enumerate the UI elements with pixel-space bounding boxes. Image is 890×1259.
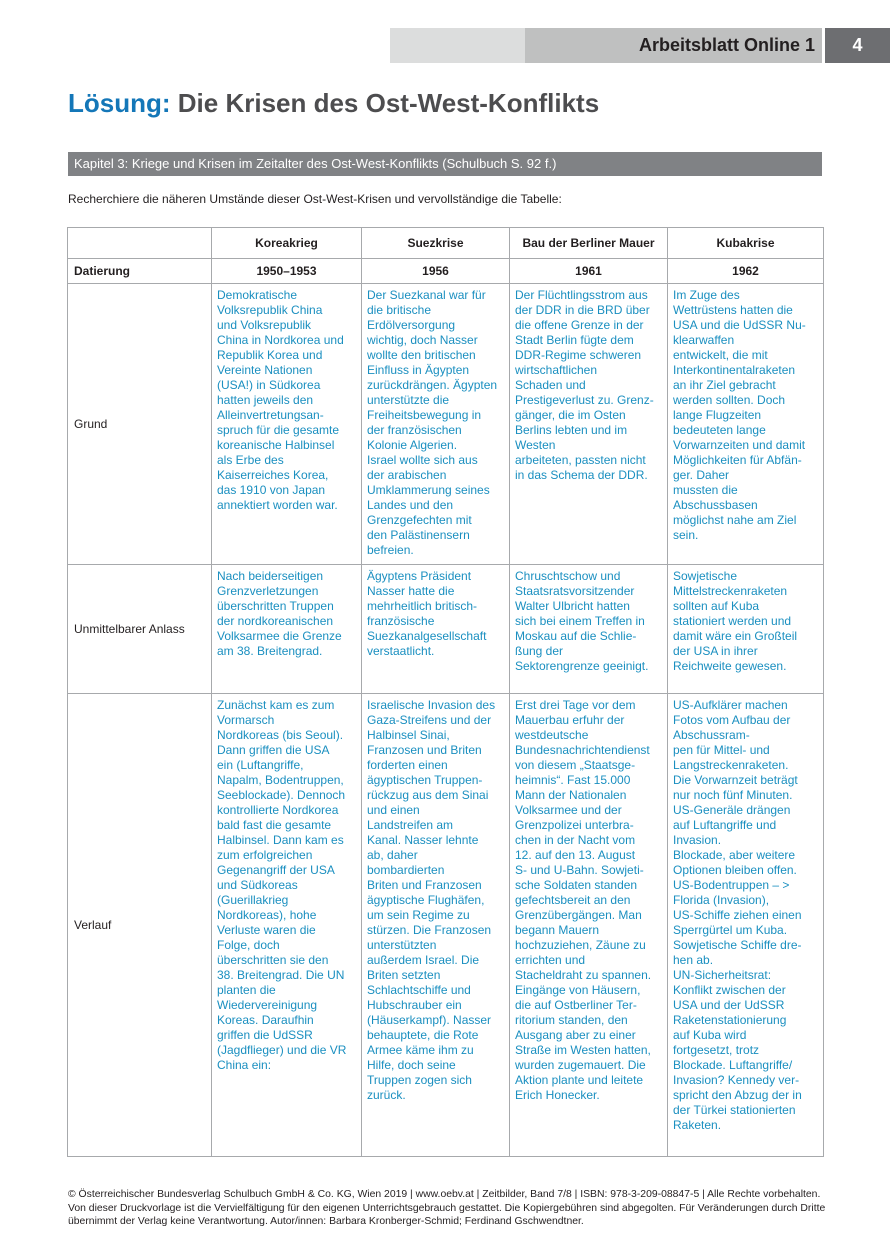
table-cell: 1962 xyxy=(668,259,824,284)
chapter-bar: Kapitel 3: Kriege und Krisen im Zeitalter des Ost-West-Konflikts (Schulbuch S. 92 f.) xyxy=(68,152,822,176)
corner-cell xyxy=(68,228,212,259)
crisis-table xyxy=(67,227,824,1157)
table-cell: Nach beiderseitigen Grenzverletzungen überschritten Truppen der nordkoreanischen Volksarmee die Grenze am 38. Breitengrad. xyxy=(212,565,362,694)
table-cell: Demokratische Volksrepublik China und Volksrepublik China in Nordkorea und Republik Korea und Vereinte Nationen (USA!) in Südkorea hatten jeweils den Alleinvertretungsan- spruch für die gesamte koreanische Halbinsel als Erbe des Kaiserreiches Korea, das 1910 von Japan annektiert worden war. xyxy=(212,284,362,565)
row-label: Grund xyxy=(68,284,212,565)
table-cell: US-Aufklärer machen Fotos vom Aufbau der Abschussram- pen für Mittel- und Langstreckenraketen. Die Vorwarnzeit beträgt nur noch fünf Minuten. US-Generäle drängen auf Luftangriffe und Invasion. Blockade, aber weitere Optionen bleiben offen. US-Bodentruppen – > Florida (Invasion), US-Schiffe ziehen einen Sperrgürtel um Kuba. Sowjetische Schiffe dre- hen ab. UN-Sicherheitsrat: Konflikt zwischen der USA und der UdSSR Raketenstationierung auf Kuba wird fortgesetzt, trotz Blockade. Luftangriffe/ Invasion? Kennedy ver- spricht den Abzug der in der Türkei stationierten Raketen. xyxy=(668,694,824,1157)
row-label: Verlauf xyxy=(68,694,212,1157)
table-cell: Ägyptens Präsident Nasser hatte die mehrheitlich britisch- französische Suezkanalgesellschaft verstaatlicht. xyxy=(362,565,510,694)
row-label: Datierung xyxy=(68,259,212,284)
table-row-verlauf xyxy=(68,694,824,1157)
copyright-footer: © Österreichischer Bundesverlag Schulbuch GmbH & Co. KG, Wien 2019 | www.oebv.at | Zeitbilder, Band 7/8 | ISBN: 978-3-209-08847-5 | Alle Rechte vorbehalten. Von dieser Druckvorlage ist die Vervielfältigung für den eigenen Unterrichtsgebrauch gestattet. Die Kopiergebühren sind abgegolten. Für Veränderungen durch Dritte übernimmt der Verlag keine Verantwortung. Autor/innen: Barbara Kronberger-Schmid; Ferdinand Gschwendtner. xyxy=(68,1189,826,1227)
table-cell: Im Zuge des Wettrüstens hatten die USA und die UdSSR Nu- klearwaffen entwickelt, die mit Interkontinentalraketen an ihr Ziel gebracht werden sollten. Doch lange Flugzeiten bedeuteten lange Vorwarnzeiten und damit Möglichkeiten für Abfän- ger. Daher mussten die Abschussbasen möglichst nahe am Ziel sein. xyxy=(668,284,824,565)
title-prefix: Lösung: xyxy=(68,88,171,118)
row-label: Unmittelbarer Anlass xyxy=(68,565,212,694)
table-cell: Der Flüchtlingsstrom aus der DDR in die BRD über die offene Grenze in der Stadt Berlin fügte dem DDR-Regime schweren wirtschaftlichen Schaden und Prestigeverlust zu. Grenz- gänger, die im Osten Berlins lebten und im Westen arbeiteten, passten nicht in das Schema der DDR. xyxy=(510,284,668,565)
table-cell: 1950–1953 xyxy=(212,259,362,284)
table-cell: 1961 xyxy=(510,259,668,284)
column-header: Kubakrise xyxy=(668,228,824,259)
page-number: 4 xyxy=(825,28,890,63)
column-header: Bau der Berliner Mauer xyxy=(510,228,668,259)
worksheet-label: Arbeitsblatt Online 1 xyxy=(638,35,815,55)
table-cell: Der Suezkanal war für die britische Erdölversorgung wichtig, doch Nasser wollte den britischen Einfluss in Ägypten zurückdrängen. Ägypten unterstützte die Freiheitsbewegung in der französischen Kolonie Algerien. Israel wollte sich aus der arabischen Umklammerung seines Landes und den Grenzgefechten mit den Palästinensern befreien. xyxy=(362,284,510,565)
table-row-datierung xyxy=(68,259,824,284)
table-cell: Erst drei Tage vor dem Mauerbau erfuhr der westdeutsche Bundesnachrichtendienst von diesem „Staatsge- heimnis“. Fast 15.000 Mann der Nationalen Volksarmee und der Grenzpolizei unterbra- chen in der Nacht vom 12. auf den 13. August S- und U-Bahn. Sowjeti- sche Soldaten standen gefechtsbereit an den Grenzübergängen. Man begann Mauern hochzuziehen, Zäune zu errichten und Stacheldraht zu spannen. Eingänge von Häusern, die auf Ostberliner Ter- ritorium standen, den Ausgang aber zu einer Straße im Westen hatten, wurden zugemauert. Die Aktion plante und leitete Erich Honecker. xyxy=(510,694,668,1157)
table-row-anlass xyxy=(68,565,824,694)
header-bar-light xyxy=(390,28,525,63)
column-header: Suezkrise xyxy=(362,228,510,259)
table-cell: Zunächst kam es zum Vormarsch Nordkoreas (bis Seoul). Dann griffen die USA ein (Luftangriffe, Napalm, Bodentruppen, Seeblockade). Dennoch kontrollierte Nordkorea bald fast die gesamte Halbinsel. Dann kam es zum erfolgreichen Gegenangriff der USA und Südkoreas (Guerillakrieg Nordkoreas), hohe Verluste waren die Folge, doch überschritten sie den 38. Breitengrad. Die UN planten die Wiedervereinigung Koreas. Daraufhin griffen die UdSSR (Jagdflieger) und die VR China ein: xyxy=(212,694,362,1157)
instruction-text: Recherchiere die näheren Umstände dieser Ost-West-Krisen und vervollständige die Tabelle: xyxy=(68,192,562,206)
table-cell: 1956 xyxy=(362,259,510,284)
table-row-grund xyxy=(68,284,824,565)
page-title xyxy=(68,88,599,119)
title-text: Die Krisen des Ost-West-Konflikts xyxy=(177,88,600,118)
column-header: Koreakrieg xyxy=(212,228,362,259)
table-cell: Sowjetische Mittelstreckenraketen sollten auf Kuba stationiert werden und damit wäre ein Großteil der USA in ihrer Reichweite gewesen. xyxy=(668,565,824,694)
table-cell: Chruschtschow und Staatsratsvorsitzender Walter Ulbricht hatten sich bei einem Treffen in Moskau auf die Schlie- ßung der Sektorengrenze geeinigt. xyxy=(510,565,668,694)
table-cell: Israelische Invasion des Gaza-Streifens und der Halbinsel Sinai, Franzosen und Briten forderten einen ägyptischen Truppen- rückzug aus dem Sinai und einen Landstreifen am Kanal. Nasser lehnte ab, daher bombardierten Briten und Franzosen ägyptische Flughäfen, um sein Regime zu stürzen. Die Franzosen unterstützten außerdem Israel. Die Briten setzten Schlachtschiffe und Hubschrauber ein (Häuserkampf). Nasser behauptete, die Rote Armee käme ihm zu Hilfe, doch seine Truppen zogen sich zurück. xyxy=(362,694,510,1157)
table-header-row xyxy=(68,228,824,259)
